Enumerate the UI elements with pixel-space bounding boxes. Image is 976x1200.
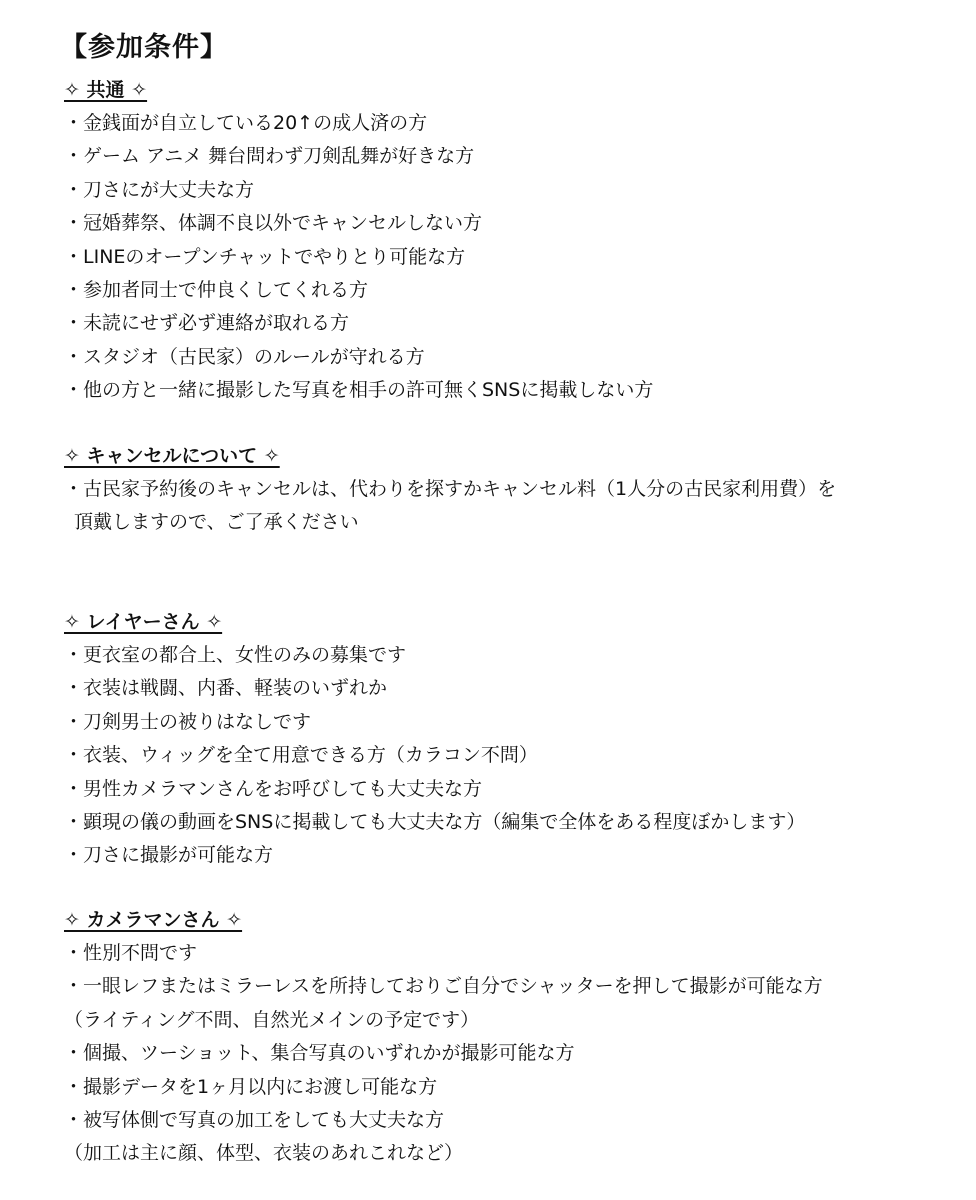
section-camera [64,904,944,1171]
list-item: ・顕現の儀の動画をSNSに掲載しても大丈夫な方（編集で全体をある程度ぼかします） [64,810,806,833]
list-item: ・衣装は戦闘、内番、軽装のいずれか [64,677,388,700]
list-item: ・スタジオ（古民家）のルールが守れる方 [64,345,425,368]
list-item-continuation: （ライティング不問、自然光メインの予定です） [64,1008,480,1031]
list-item: ・男性カメラマンさんをお呼びしても大丈夫な方 [64,777,483,800]
section-cancel [64,440,944,540]
list-item: ・撮影データを1ヶ月以内にお渡し可能な方 [64,1075,438,1098]
section-common [64,74,944,408]
list-item-continuation: 頂戴しますので、ご了承ください [74,511,359,534]
list-item: ・LINEのオープンチャットでやりとり可能な方 [64,245,466,268]
section-heading-cancel [64,440,944,473]
list-item: ・衣装、ウィッグを全て用意できる方（カラコン不問） [64,744,538,767]
list-item: ・未読にせず必ず連絡が取れる方 [64,312,350,335]
section-heading-common-text: ✧ 共通 ✧ [64,79,148,101]
list-item: ・更衣室の都合上、女性のみの募集です [64,644,407,666]
list-item: ・金銭面が自立している20↑の成人済の方 [64,112,428,134]
section-heading-cancel-text: ✧ キャンセルについて ✧ [64,445,280,467]
list-item: ・刀さにが大丈夫な方 [64,178,255,201]
list-item: ・参加者同士で仲良くしてくれる方 [64,278,369,301]
section-heading-layer-text: ✧ レイヤーさん ✧ [64,611,223,633]
list-item-continuation: （加工は主に顔、体型、衣装のあれこれなど） [64,1142,464,1165]
list-item: ・刀剣男士の被りはなしです [64,710,312,733]
list-item: ・被写体側で写真の加工をしても大丈夫な方 [64,1108,445,1131]
list-item: ・一眼レフまたはミラーレスを所持しておりご自分でシャッターを押して撮影が可能な方 [64,975,823,998]
section-layer [64,606,944,873]
list-item: ・個撮、ツーショット、集合写真のいずれかが撮影可能な方 [64,1042,575,1065]
section-heading-layer [64,606,944,639]
section-heading-camera [64,904,944,937]
section-heading-camera-text: ✧ カメラマンさん ✧ [64,909,243,931]
page-title: 【参加条件】 [60,32,228,63]
list-item: ・刀さに撮影が可能な方 [64,844,274,867]
list-item: ・性別不問です [64,942,198,964]
list-item: ・他の方と一緒に撮影した写真を相手の許可無くSNSに掲載しない方 [64,379,654,402]
section-heading-common [64,74,944,107]
list-item: ・冠婚葬祭、体調不良以外でキャンセルしない方 [64,212,483,235]
list-item: ・古民家予約後のキャンセルは、代わりを探すかキャンセル料（1人分の古民家利用費）を [64,478,837,500]
list-item: ・ゲーム アニメ 舞台問わず刀剣乱舞が好きな方 [64,145,475,168]
